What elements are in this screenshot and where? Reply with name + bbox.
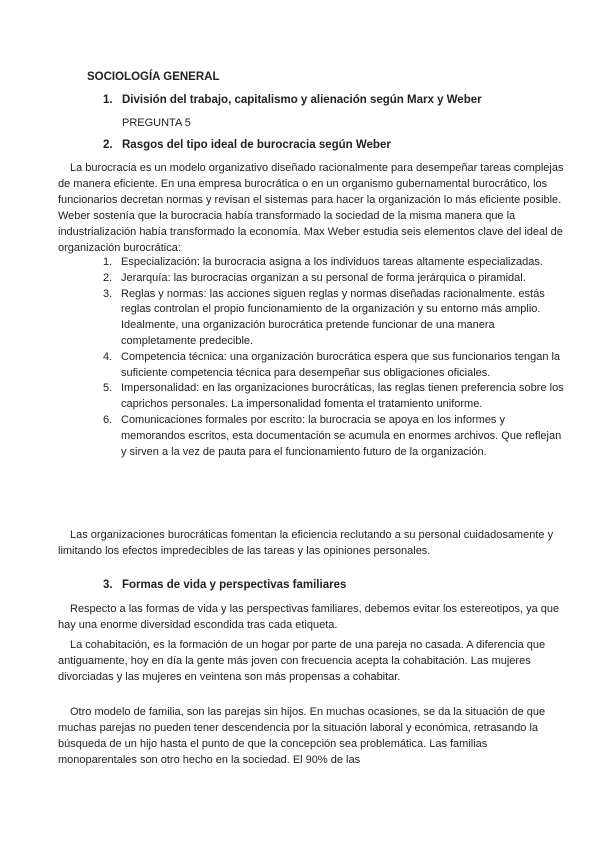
list-item-text: Comunicaciones formales por escrito: la burocracia se apoya en los informes y memorandos escritos, esta documentación se acumula en enormes archivos. Que reflejan y sirven a la vez de pauta para el funcionamiento futuro de la organización. (121, 413, 562, 458)
paragraph-text: Otro modelo de familia, son las parejas sin hijos. En muchas ocasiones, se da la situación de que muchas parejas no pueden tener descendencia por la situación laboral y económica, retrasando la búsqueda de un hijo hasta el punto de que la concepción sea problemática. Las familias monoparentales son otro hecho en la sociedad. El 90% de las (58, 706, 546, 766)
section-3-heading (103, 579, 346, 591)
list-item-text: Jerarquía: las burocracias organizan a su personal de forma jerárquica o piramidal. (121, 271, 526, 284)
list-item-text: Especialización: la burocracia asigna a los individuos tareas altamente especializadas. (121, 256, 543, 268)
list-item-text: Competencia técnica: una organización burocrática espera que sus funcionarios tengan la suficiente competencia técnica para desempeñar sus obligaciones oficiales. (121, 350, 561, 379)
section-2-number: 2. (103, 139, 113, 151)
section-1-heading (103, 94, 482, 106)
intro-text: La burocracia es un modelo organizativo diseñado racionalmente para desempeñar tareas complejas de manera eficiente. En una empresa burocrática o en un organismo gubernamental burocrático, los funcionarios decretan normas y revisan el sistemas para hacer la organización lo más eficiente posible. Weber sostenía que la burocracia había transformado la sociedad de la misma manera que la industrialización había transformado la economía. Max Weber estudia seis elementos clave del ideal de organización burocrática: (58, 162, 564, 254)
bureaucracy-elements-list (103, 255, 568, 460)
list-item-number: 3. (103, 287, 113, 300)
list-item-number: 6. (103, 413, 113, 426)
section-2-heading (103, 139, 391, 151)
list-item (103, 381, 568, 413)
section-2-title: Rasgos del tipo ideal de burocracia según Weber (122, 139, 391, 151)
list-item (103, 413, 568, 460)
paragraph-text: La cohabitación, es la formación de un hogar por parte de una pareja no casada. A diferencia que antiguamente, hoy en día la gente más joven con frecuencia acepta la cohabitación. Las mujeres divorciadas y las mujeres en veintena son más propensas a cohabitar. (58, 639, 546, 683)
closing-paragraph (58, 527, 568, 559)
section-1-subtitle: PREGUNTA 5 (122, 117, 191, 129)
list-item-text: Impersonalidad: en las organizaciones burocráticas, las reglas tienen preferencia sobre los caprichos personales. La impersonalidad fomenta el tratamiento uniforme. (121, 382, 564, 411)
paragraph-parejas-sin-hijos (58, 704, 568, 768)
paragraph-text: Respecto a las formas de vida y las perspectivas familiares, debemos evitar los estereotipos, ya que hay una enorme diversidad escondida tras cada etiqueta. (58, 603, 560, 631)
list-item-number: 1. (103, 256, 113, 268)
paragraph-formas-de-vida (58, 601, 568, 633)
list-item (103, 255, 568, 271)
list-item (103, 287, 568, 350)
document-title: SOCIOLOGÍA GENERAL (87, 71, 220, 83)
section-1-number: 1. (103, 94, 113, 106)
intro-paragraph (58, 160, 568, 256)
closing-text: Las organizaciones burocráticas fomentan la eficiencia reclutando a su personal cuidadosamente y limitando los efectos impredecibles de las tareas y las opiniones personales. (58, 529, 554, 557)
list-item (103, 350, 568, 382)
section-1-title: División del trabajo, capitalismo y alienación según Marx y Weber (122, 94, 482, 106)
list-item-number: 2. (103, 271, 113, 284)
paragraph-cohabitacion (58, 637, 568, 685)
list-item-number: 5. (103, 382, 113, 395)
section-3-title: Formas de vida y perspectivas familiares (122, 579, 347, 591)
list-item-number: 4. (103, 350, 113, 363)
section-3-number: 3. (103, 579, 113, 591)
list-item (103, 271, 568, 287)
list-item-text: Reglas y normas: las acciones siguen reglas y normas diseñadas racionalmente. estás reglas controlan el propio funcionamiento de la organización y su entorno más amplio. Idealmente, una organización burocrática pretende funcionar de una manera completamente predecible. (121, 287, 545, 347)
